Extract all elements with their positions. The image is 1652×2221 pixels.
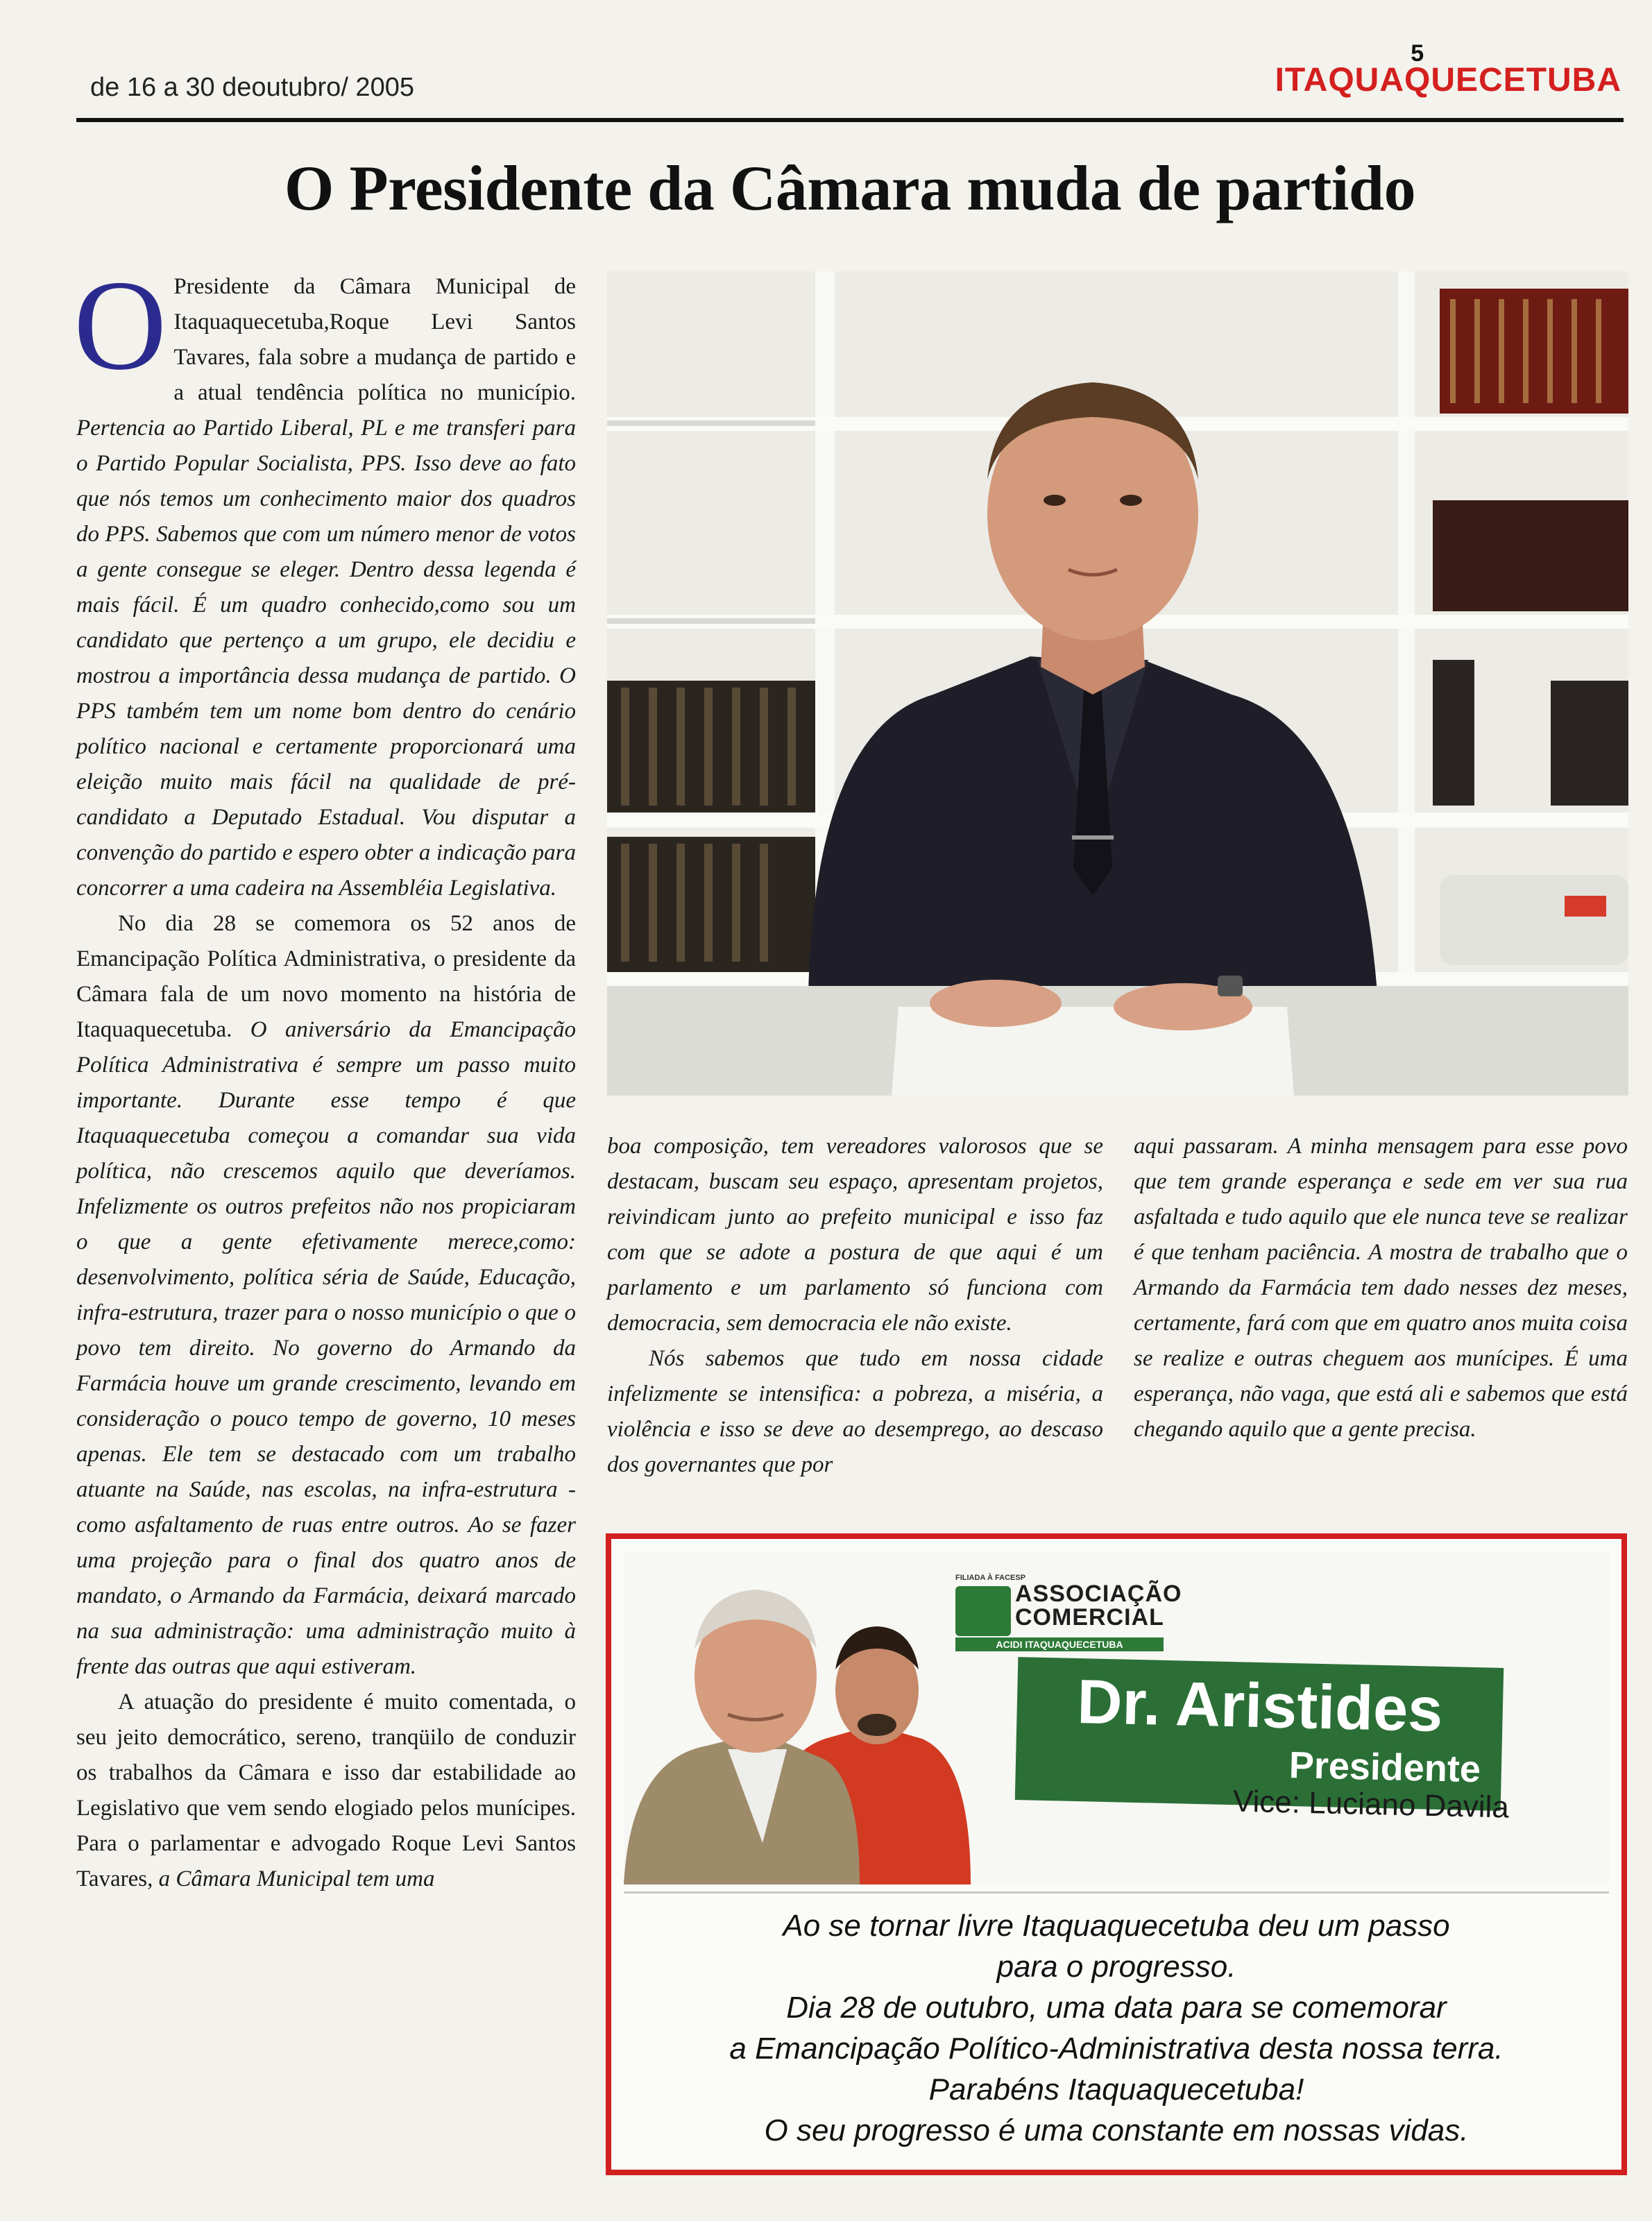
ad-message-line: para o progresso.	[996, 1950, 1236, 1984]
masthead-part-2: UECETUBA	[1431, 62, 1621, 99]
ad-message-line: Dia 28 de outubro, uma data para se comemorar	[786, 1991, 1447, 2025]
article-headline: O Presidente da Câmara muda de partido	[284, 153, 1416, 223]
ad-message-line: Ao se tornar livre Itaquaquecetuba deu um passo	[783, 1909, 1450, 1943]
paragraph-2-intro: No dia 28 se comemora os 52 anos de Emancipação Política Administrativa, o presidente da Câmara fala de um novo momento na história de Itaquaquecetuba.	[76, 911, 576, 1042]
ad-message-line: Parabéns Itaquaquecetuba!	[928, 2073, 1304, 2107]
candidate-title: Presidente	[1288, 1744, 1481, 1791]
paragraph-3-intro: A atuação do presidente é muito comentada, o seu jeito democrático, sereno, tranqüilo de conduzir os trabalhos da Câmara e isso dar estabilidade ao Legislativo que vem sendo elogiado pelos munícipes. Para o parlamentar e advogado Roque Levi Santos Tavares,	[76, 1690, 576, 1891]
ad-portrait-photo	[624, 1551, 971, 1884]
association-name: ASSOCIAÇÃO COMERCIAL	[1015, 1581, 1182, 1631]
paragraph-3	[76, 1685, 576, 1897]
paragraph-5: Nós sabemos que tudo em nossa cidade infelizmente se intensifica: a pobreza, a miséria, a violência e isso se deve ao desemprego, ao descaso dos governantes que por	[607, 1346, 1103, 1477]
advertisement-box	[606, 1533, 1627, 2175]
association-subtitle: ACIDI ITAQUAQUECETUBA	[955, 1637, 1164, 1651]
paragraph-3-quote: a Câmara Municipal tem uma	[153, 1866, 435, 1891]
article-column-right	[1134, 1129, 1628, 1447]
paragraph-6: aqui passaram. A minha mensagem para esse povo que tem grande esperança e sede em ver sua rua asfaltada e tudo aquilo que ele nunca teve se realizar é que tenham paciência. A mostra de trabalho que o Armando da Farmácia tem dado nesses dez meses, certamente, fará com que em quatro anos muita coisa se realize e outras cheguem aos munícipes. É uma esperança, não vaga, que está ali e sabemos que está chegando aquilo que a gente precisa.	[1134, 1134, 1628, 1442]
drop-cap: O	[74, 254, 167, 397]
vice-candidate: Vice: Luciano Davila	[1232, 1784, 1510, 1825]
article-column-left	[74, 254, 576, 1897]
ad-message	[611, 1905, 1621, 2151]
association-emblem-icon	[955, 1586, 1011, 1636]
photo-illustration	[607, 271, 1628, 1096]
candidate-name: Dr. Aristides	[1076, 1667, 1444, 1745]
header-rule	[76, 118, 1624, 122]
issue-date: de 16 a 30 deoutubro/ 2005	[90, 73, 414, 102]
paragraph-4: boa composição, tem vereadores valorosos que se destacam, buscam seu espaço, apresentam projetos, reivindicam junto ao prefeito municipal e isso faz com que se adote a postura de que aqui é um parlamento e um parlamento só funciona com democracia, sem democracia ele não existe.	[607, 1134, 1103, 1336]
paragraph-2-quote: O aniversário da Emancipação Política Administrativa é sempre um passo muito importante. Durante esse tempo é que Itaquaquecetuba começou a comandar sua vida política, não crescemos aquilo que deveríamos. Infelizmente os outros prefeitos não nos propiciaram o que a gente efetivamente merece,como: desenvolvimento, política séria de Saúde, Educação, infra-estrutura, trazer para o nosso município o que o povo tem direito. No governo do Armando da Farmácia houve um grande crescimento, levando em consideração o pouco tempo de governo, 10 meses apenas. Ele tem se destacado com um trabalho atuante na Saúde, nas escolas, na infra-estrutura - como asfaltamento de ruas entre outros. Ao se fazer uma projeção para o final dos quatro anos de mandato, o Armando da Farmácia, deixará marcado na sua administração: uma administração muito à frente das outras que aqui estiveram.	[76, 1017, 576, 1679]
paragraph-2	[76, 906, 576, 1685]
article-column-middle	[607, 1129, 1103, 1483]
ad-message-line: O seu progresso é uma constante em nossas vidas.	[764, 2113, 1469, 2147]
masthead-q: Q	[1404, 62, 1431, 99]
association-logo	[955, 1574, 1182, 1650]
paragraph-1-quote: Pertencia ao Partido Liberal, PL e me transferi para o Partido Popular Socialista, PPS. Isso deve ao fato que nós temos um conhecimento maior dos quadros do PPS. Sabemos que com um número menor de votos a gente consegue se eleger. Dentro dessa legenda é mais fácil. É um quadro conhecido,como sou um candidato que pertenço a um grupo, ele decidiu e mostrou a importância dessa mudança de partido. O PPS também tem um nome bom dentro do cenário político nacional e certamente proporcionará uma eleição muito mais fácil na qualidade de pré-candidato a Deputado Estadual. Vou disputar a convenção do partido e espero obter a indicação para concorrer a uma cadeira na Assembléia Legislativa.	[76, 416, 576, 901]
association-tagline: FILIADA À FACESP	[955, 1574, 1026, 1582]
ad-message-line: a Emancipação Político-Administrativa desta nossa terra.	[729, 2032, 1504, 2066]
paragraph-1-intro: Presidente da Câmara Municipal de Itaquaquecetuba,Roque Levi Santos Tavares, fala sobre a mudança de partido e a atual tendência política no município.	[173, 274, 576, 405]
ad-divider	[624, 1891, 1609, 1894]
page-number: 5	[1411, 40, 1425, 67]
masthead-part-1: ITAQUA	[1275, 62, 1404, 99]
ad-header-area	[624, 1551, 1609, 1884]
masthead-logo	[1275, 40, 1621, 99]
article-photo	[607, 271, 1628, 1096]
paragraph-1	[74, 254, 576, 906]
